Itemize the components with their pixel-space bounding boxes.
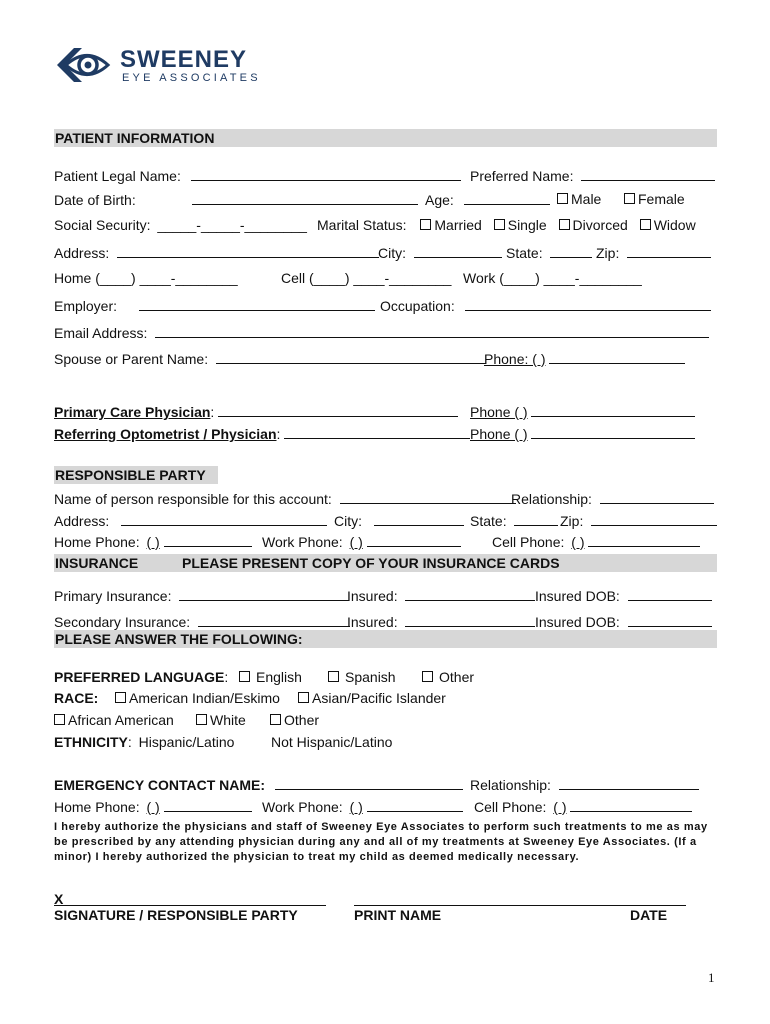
occupation-field[interactable] [465,297,711,311]
emergency-name-label: EMERGENCY CONTACT NAME: [54,777,266,793]
emergency-work-row [262,798,463,815]
legal-name-field[interactable] [191,167,461,181]
emergency-relationship-field[interactable] [559,776,699,790]
dob-row [54,191,418,208]
ethnicity-colon: : [127,734,132,750]
insurance-header: INSURANCE [55,555,139,571]
ssn-field[interactable]: _____-_____-________ [157,217,307,233]
resp-name-label: Name of person responsible for this account: [54,491,332,507]
secondary-insured-dob-field[interactable] [628,613,712,627]
spouse-row [54,350,486,367]
primary-insurance-label: Primary Insurance: [54,588,172,604]
resp-city-row [334,512,464,529]
primary-insured-dob-field[interactable] [628,587,712,601]
race-label: RACE: [54,690,99,706]
questions-header: PLEASE ANSWER THE FOLLOWING: [55,631,303,647]
resp-relationship-row [511,490,714,507]
emergency-name-row [54,776,463,793]
eye-logo-icon [54,44,112,86]
marital-label: Marital Status: [317,217,407,233]
emergency-name-field[interactable] [275,776,463,790]
emergency-work-paren: ( ) [349,799,363,815]
married-checkbox[interactable] [420,219,431,230]
address-field[interactable] [117,244,379,258]
emergency-cell-field[interactable] [570,798,692,812]
white-checkbox[interactable] [196,714,207,725]
male-label: Male [571,191,602,207]
resp-work-phone-label: Work Phone: [262,534,343,550]
page-number: 1 [708,970,715,985]
spouse-phone-label: Phone: ( ) [484,351,546,367]
emergency-cell-label: Cell Phone: [474,799,547,815]
white-label: White [210,712,246,728]
emergency-home-paren: ( ) [146,799,160,815]
occupation-label: Occupation: [380,298,455,314]
primary-insured-label: Insured: [347,588,398,604]
email-row [54,324,709,341]
language-label: PREFERRED LANGUAGE [54,669,225,685]
african-american-checkbox[interactable] [54,714,65,725]
female-checkbox[interactable] [624,193,635,204]
african-american-option[interactable] [54,712,174,728]
age-field[interactable] [464,191,550,205]
responsible-header: RESPONSIBLE PARTY [55,467,206,483]
emergency-relationship-row [470,776,699,793]
home-phone-field[interactable]: Home (____) ____-________ [54,270,238,286]
age-row [425,191,550,208]
married-label: Married [434,217,482,233]
cell-phone-field[interactable]: Cell (____) ____-________ [281,270,452,286]
race-other-option[interactable] [270,712,319,728]
dob-label: Date of Birth: [54,192,136,208]
spouse-phone-field[interactable] [549,350,685,364]
female-option[interactable] [624,191,685,207]
ref-field[interactable] [284,425,470,439]
race-row [54,690,98,706]
state-row [506,244,592,261]
resp-cell-phone-label: Cell Phone: [492,534,565,550]
email-label: Email Address: [54,325,148,341]
city-row [378,244,502,261]
american-indian-option[interactable] [115,690,280,706]
language-other-label: Other [439,669,475,685]
female-label: Female [638,191,685,207]
resp-cell-paren: ( ) [571,534,585,550]
resp-address-row [54,512,327,529]
secondary-insurance-row [54,613,350,630]
ethnicity-label: ETHNICITY [54,734,128,750]
african-american-label: African American [68,712,174,728]
pcp-colon: : [210,404,215,420]
address-label: Address: [54,245,110,261]
primary-insurance-field[interactable] [179,587,349,601]
male-option[interactable] [557,191,601,207]
asian-label: Asian/Pacific Islander [312,690,446,706]
resp-name-row [54,490,516,507]
emergency-home-row [54,798,252,815]
divorced-label: Divorced [572,217,628,233]
widow-label: Widow [653,217,696,233]
city-label: City: [378,245,406,261]
spouse-field[interactable] [216,350,486,364]
resp-zip-field[interactable] [591,512,717,526]
secondary-insured-label: Insured: [347,614,398,630]
divorced-checkbox[interactable] [559,219,570,230]
resp-cell-phone-field[interactable] [588,533,700,547]
spouse-phone-row [484,350,685,367]
resp-cell-phone-row [492,533,700,550]
english-label: English [256,669,302,685]
pcp-row [54,403,458,420]
resp-work-phone-field[interactable] [367,533,461,547]
primary-insured-field[interactable] [405,587,535,601]
marital-row [317,217,696,233]
emergency-cell-paren: ( ) [553,799,567,815]
zip-field[interactable] [627,244,711,258]
state-field[interactable] [550,244,592,258]
date-label: DATE [630,907,668,923]
age-label: Age: [425,192,454,208]
resp-relationship-field[interactable] [600,490,714,504]
emergency-work-label: Work Phone: [262,799,343,815]
resp-relationship-label: Relationship: [511,491,592,507]
resp-work-phone-row [262,533,461,550]
primary-insured-row [347,587,535,604]
legal-name-row [54,167,461,184]
resp-city-field[interactable] [374,512,464,526]
spanish-checkbox[interactable] [328,671,339,682]
zip-row [596,244,711,261]
preferred-name-label: Preferred Name: [470,168,574,184]
english-option[interactable] [239,669,302,685]
resp-address-field[interactable] [121,512,327,526]
emergency-home-label: Home Phone: [54,799,140,815]
spouse-label: Spouse or Parent Name: [54,351,209,367]
resp-state-row [470,512,558,529]
email-field[interactable] [155,324,709,338]
city-field[interactable] [414,244,502,258]
employer-field[interactable] [139,297,375,311]
spanish-label: Spanish [345,669,396,685]
emergency-home-field[interactable] [164,798,252,812]
secondary-insurance-field[interactable] [198,613,350,627]
logo [54,44,261,88]
emergency-cell-row [474,798,692,815]
primary-insured-dob-row [535,587,712,604]
dob-field[interactable] [192,191,418,205]
resp-address-label: Address: [54,513,110,529]
signature-line[interactable] [54,905,326,906]
zip-label: Zip: [596,245,620,261]
resp-work-paren: ( ) [349,534,363,550]
occupation-row [380,297,711,314]
preferred-name-field[interactable] [581,167,715,181]
ssn-row [54,217,307,233]
ref-phone-row [470,425,695,442]
primary-insurance-row [54,587,349,604]
resp-home-phone-row [54,533,252,550]
secondary-insurance-label: Secondary Insurance: [54,614,191,630]
resp-home-paren: ( ) [146,534,160,550]
hispanic-option[interactable]: Hispanic/Latino [138,734,235,750]
not-hispanic-option[interactable]: Not Hispanic/Latino [271,734,393,750]
secondary-insured-dob-row [535,613,712,630]
american-indian-label: American Indian/Eskimo [129,690,280,706]
ref-phone-label: Phone ( ) [470,426,528,442]
single-label: Single [507,217,547,233]
resp-state-label: State: [470,513,507,529]
state-label: State: [506,245,543,261]
resp-home-phone-field[interactable] [164,533,252,547]
resp-zip-row [560,512,717,529]
insurance-notice: PLEASE PRESENT COPY OF YOUR INSURANCE CARDS [182,555,560,571]
american-indian-checkbox[interactable] [115,692,126,703]
pcp-phone-field[interactable] [531,403,695,417]
ref-label: Referring Optometrist / Physician [54,426,277,442]
single-checkbox[interactable] [494,219,505,230]
emergency-relationship-label: Relationship: [470,777,551,793]
emergency-work-field[interactable] [367,798,463,812]
logo-name: SWEENEY [120,46,248,73]
english-checkbox[interactable] [239,671,250,682]
primary-insured-dob-label: Insured DOB: [535,588,620,604]
employer-label: Employer: [54,298,118,314]
language-colon: : [224,669,229,685]
legal-name-label: Patient Legal Name: [54,168,181,184]
ref-row [54,425,470,442]
authorization-text: I hereby authorize the physicians and staff of Sweeney Eye Associates to perform such treatments to me as may be prescribed by any attending physician during any and all of my treatments at Sweeney Eye Associates. (If a minor) I hereby authorized the physician to treat my child as deemed medically necessary. [54,821,708,863]
widow-checkbox[interactable] [640,219,651,230]
patient-header: PATIENT INFORMATION [55,130,215,146]
resp-city-label: City: [334,513,362,529]
pcp-field[interactable] [218,403,458,417]
employer-row [54,297,375,314]
ref-phone-field[interactable] [531,425,695,439]
race-other-label: Other [284,712,320,728]
address-row [54,244,379,261]
ethnicity-row [54,734,234,750]
resp-home-phone-label: Home Phone: [54,534,140,550]
language-other-option[interactable] [422,669,474,685]
race-other-checkbox[interactable] [270,714,281,725]
pcp-label: Primary Care Physician [54,404,211,420]
resp-zip-label: Zip: [560,513,584,529]
work-phone-field[interactable]: Work (____) ____-________ [463,270,642,286]
ssn-label: Social Security: [54,217,151,233]
print-name-label: PRINT NAME [354,907,442,923]
preferred-name-row [470,167,715,184]
asian-option[interactable] [298,690,446,706]
ref-colon: : [276,426,281,442]
language-row [54,669,228,685]
pcp-phone-row [470,403,695,420]
signature-x: X [54,891,64,907]
male-checkbox[interactable] [557,193,568,204]
language-other-checkbox[interactable] [422,671,433,682]
secondary-insured-field[interactable] [405,613,535,627]
spanish-option[interactable] [328,669,396,685]
signature-label: SIGNATURE / RESPONSIBLE PARTY [54,907,298,923]
white-option[interactable] [196,712,246,728]
secondary-insured-row [347,613,535,630]
resp-name-field[interactable] [340,490,516,504]
print-name-line[interactable] [354,905,686,906]
pcp-phone-label: Phone ( ) [470,404,528,420]
logo-subtitle: EYE ASSOCIATES [122,72,261,84]
secondary-insured-dob-label: Insured DOB: [535,614,620,630]
asian-checkbox[interactable] [298,692,309,703]
resp-state-field[interactable] [514,512,558,526]
